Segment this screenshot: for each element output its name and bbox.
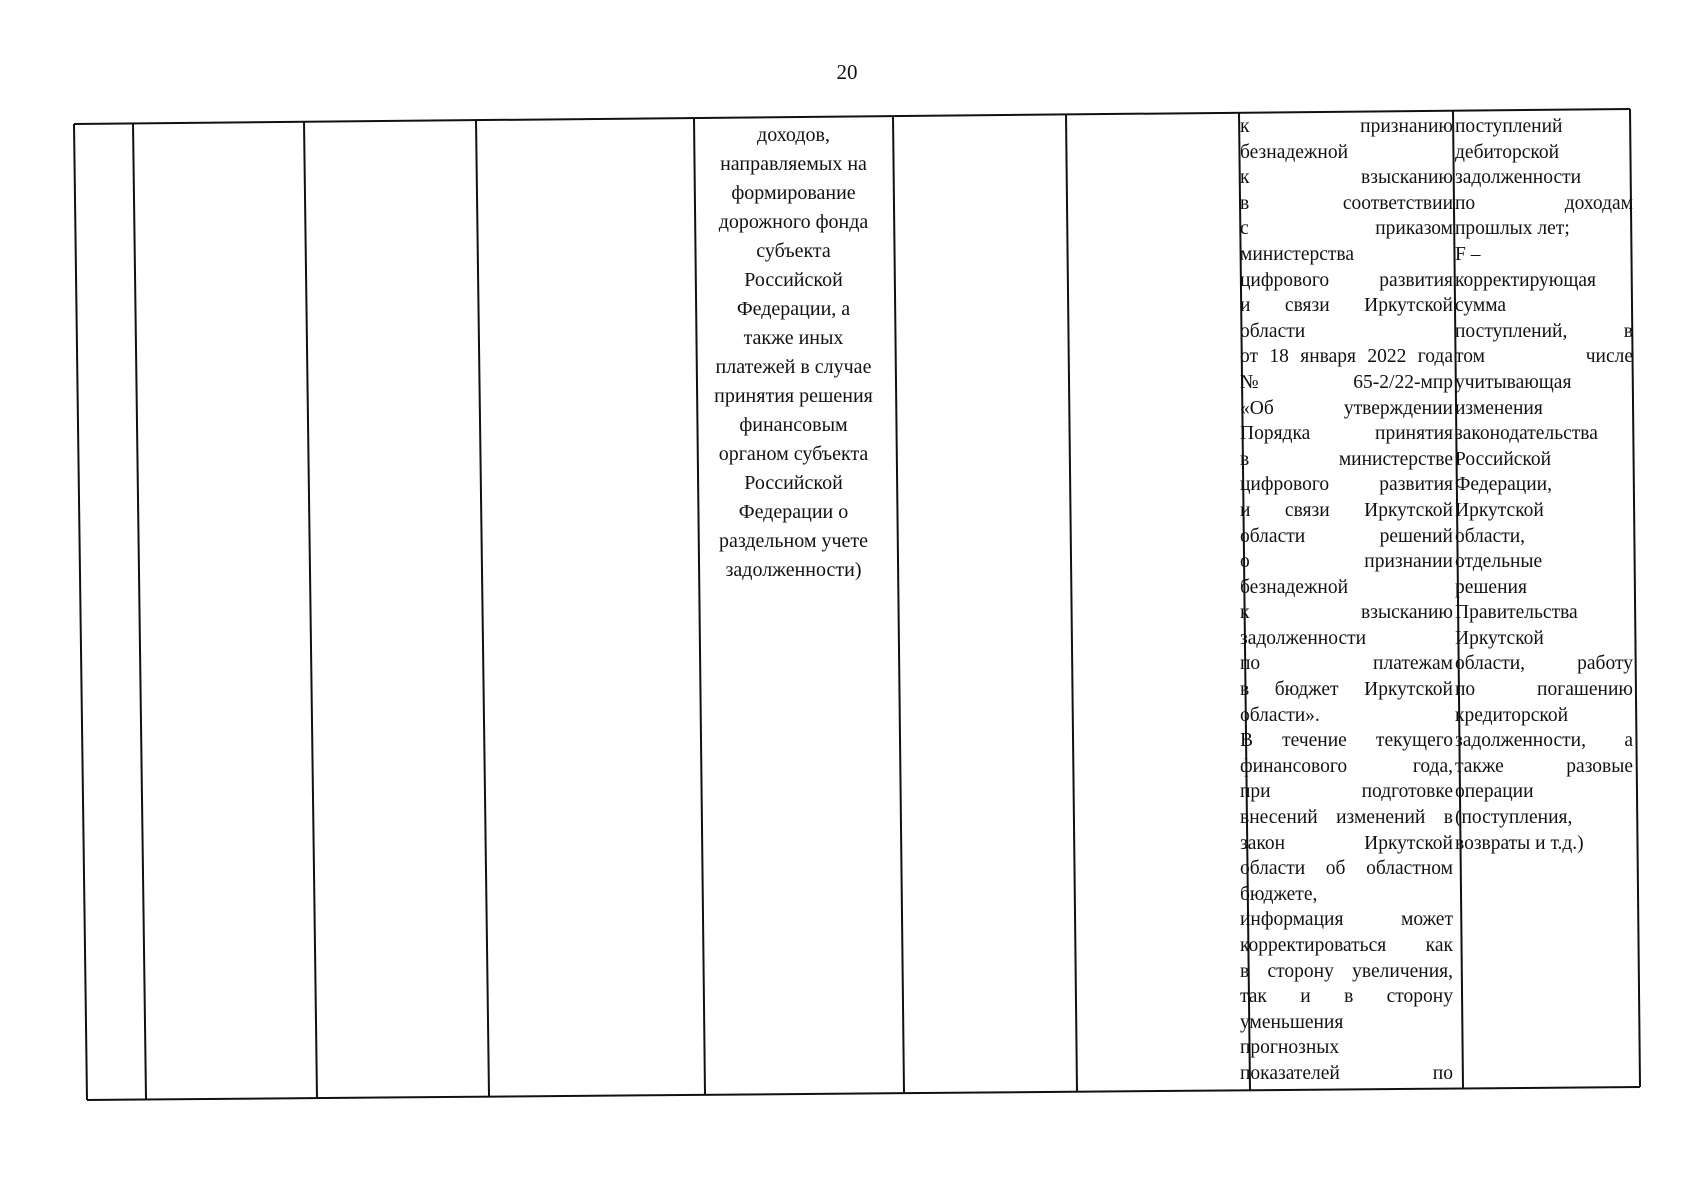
- text-line: задолженности): [725, 559, 862, 581]
- text-line: так и в сторону: [1240, 986, 1453, 1008]
- text-line: с приказом: [1240, 218, 1453, 240]
- text-line: и связи Иркутской: [1240, 499, 1453, 521]
- text-line: законодательства: [1455, 423, 1598, 445]
- text-line: показателей по: [1240, 1062, 1453, 1084]
- text-line: по доходам: [1455, 192, 1633, 214]
- column-9-text: [1455, 114, 1633, 856]
- text-line: доходов,: [757, 124, 830, 146]
- text-line: возвраты и т.д.): [1455, 832, 1584, 854]
- text-line: к признанию: [1240, 116, 1453, 137]
- text-line: бюджете,: [1240, 883, 1318, 905]
- text-line: поступлений, в: [1455, 320, 1633, 342]
- text-line: прошлых лет;: [1455, 218, 1570, 240]
- text-line: корректирующая: [1455, 269, 1597, 291]
- text-line: F –: [1455, 243, 1481, 265]
- text-line: также иных: [743, 327, 844, 349]
- text-line: о признании: [1240, 551, 1453, 573]
- text-line: также разовые: [1455, 755, 1633, 777]
- text-line: области, работу: [1455, 653, 1633, 675]
- text-line: № 65-2/22-мпр: [1240, 371, 1453, 393]
- text-line: в министерстве: [1240, 448, 1453, 470]
- text-line: области: [1240, 320, 1306, 342]
- text-line: решения: [1455, 576, 1527, 598]
- text-line: операции: [1455, 781, 1534, 803]
- text-line: «Об утверждении: [1240, 397, 1453, 419]
- text-line: сумма: [1455, 295, 1507, 317]
- text-line: безнадежной: [1240, 141, 1349, 163]
- text-line: министерства: [1240, 243, 1355, 265]
- text-line: субъекта: [756, 240, 831, 262]
- text-line: задолженности: [1455, 167, 1582, 189]
- column-8-text: [1240, 114, 1453, 1087]
- text-line: отдельные: [1455, 551, 1543, 573]
- text-line: в сторону увеличения,: [1240, 960, 1453, 982]
- text-line: поступлений: [1455, 116, 1563, 137]
- text-line: закон Иркутской: [1240, 832, 1453, 854]
- column-divider-5: [893, 116, 904, 1093]
- text-line: дорожного фонда: [718, 211, 869, 233]
- text-line: цифрового развития: [1240, 269, 1453, 291]
- text-line: задолженности, а: [1455, 730, 1633, 752]
- table-bottom-border: [87, 1087, 1640, 1100]
- text-line: при подготовке: [1240, 781, 1453, 803]
- column-divider-1: [133, 123, 146, 1099]
- text-line: Федерации о: [738, 501, 849, 523]
- text-line: задолженности: [1240, 627, 1367, 649]
- text-line: Правительства: [1455, 602, 1578, 624]
- table-left-border: [74, 124, 87, 1100]
- column-divider-3: [476, 120, 489, 1096]
- text-line: раздельном учете: [718, 530, 869, 552]
- text-line: платежей в случае: [715, 356, 872, 378]
- text-line: информация может: [1240, 909, 1453, 931]
- text-line: уменьшения: [1240, 1011, 1344, 1033]
- column-divider-6: [1066, 114, 1077, 1091]
- text-line: прогнозных: [1240, 1037, 1340, 1059]
- text-line: области,: [1455, 525, 1526, 547]
- text-line: учитывающая: [1455, 371, 1572, 393]
- text-line: в бюджет Иркутской: [1240, 679, 1453, 701]
- text-line: от 18 января 2022 года: [1240, 346, 1453, 368]
- text-line: дебиторской: [1455, 141, 1560, 163]
- text-line: внесений изменений в: [1240, 807, 1453, 829]
- text-line: безнадежной: [1240, 576, 1349, 598]
- text-line: (поступления,: [1455, 807, 1573, 829]
- text-line: Федерации,: [1455, 474, 1552, 496]
- text-line: принятия решения: [714, 385, 873, 407]
- text-line: и связи Иркутской: [1240, 295, 1453, 317]
- text-line: финансовым: [739, 414, 848, 436]
- text-line: кредиторской: [1455, 704, 1569, 726]
- text-line: органом субъекта: [718, 443, 869, 465]
- text-line: направляемых на: [720, 153, 867, 175]
- text-line: Российской: [744, 269, 843, 291]
- text-line: Федерации, а: [736, 298, 851, 320]
- text-line: корректироваться как: [1240, 935, 1453, 956]
- text-line: области об областном: [1240, 858, 1453, 880]
- text-line: цифрового развития: [1240, 474, 1453, 496]
- text-line: области решений: [1240, 525, 1453, 547]
- page-number: 20: [836, 60, 858, 84]
- text-line: финансового года,: [1240, 755, 1453, 777]
- column-divider-2: [304, 121, 317, 1098]
- text-line: формирование: [731, 182, 856, 204]
- text-line: по погашению: [1455, 679, 1633, 701]
- text-line: по платежам: [1240, 653, 1453, 675]
- text-line: изменения: [1455, 397, 1543, 419]
- text-line: в соответствии: [1240, 192, 1453, 214]
- text-line: том числе: [1455, 346, 1633, 368]
- text-line: Порядка принятия: [1240, 423, 1453, 445]
- column-5-text: [697, 121, 890, 585]
- text-line: Российской: [744, 472, 843, 494]
- text-line: к взысканию: [1240, 167, 1453, 189]
- text-line: Российской: [1455, 448, 1552, 470]
- text-line: области».: [1240, 704, 1320, 726]
- text-line: к взысканию: [1240, 602, 1453, 624]
- text-line: В течение текущего: [1240, 730, 1453, 752]
- text-line: Иркутской: [1455, 627, 1544, 649]
- text-line: Иркутской: [1455, 499, 1544, 521]
